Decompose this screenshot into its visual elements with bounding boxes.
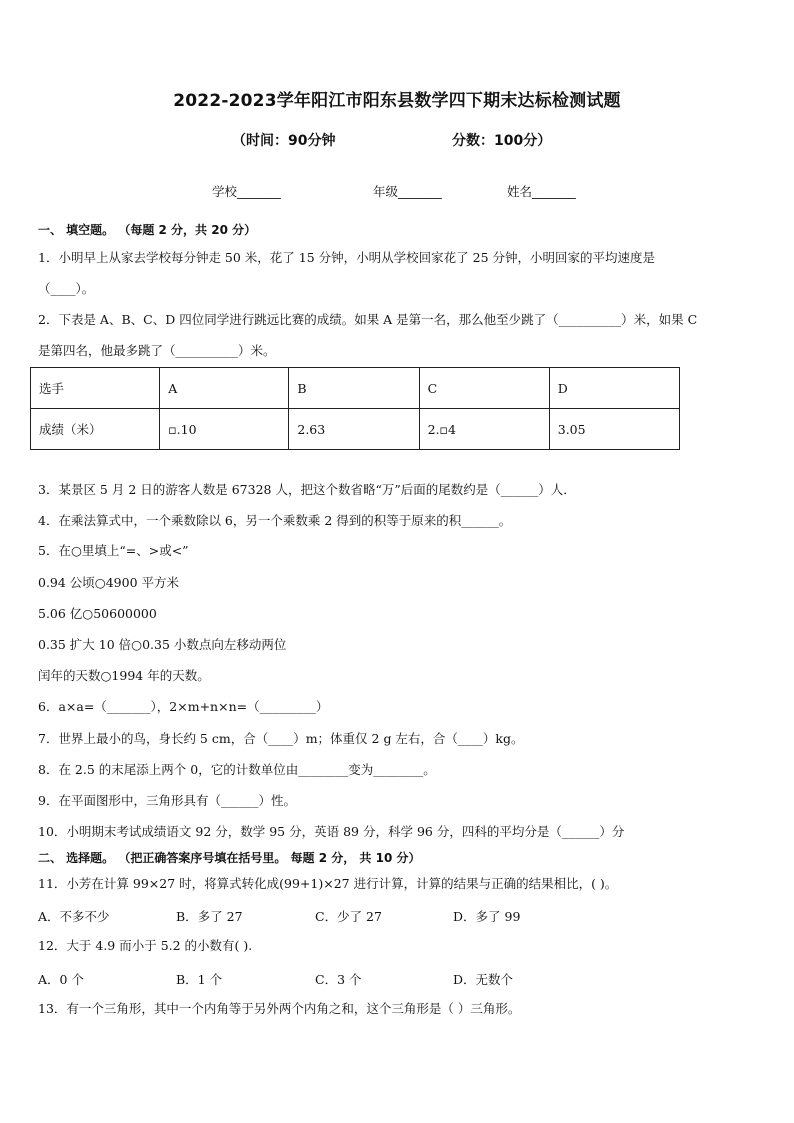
question-2-line-1: 2．下表是 A、B、C、D 四位同学进行跳远比赛的成绩。如果 A 是第一名，那么他至少跳了（__________）米，如果 C: [38, 312, 698, 327]
table-cell: 成绩（米）: [31, 409, 160, 450]
question-6: 6．a×a=（_______），2×m+n×n=（_________）: [38, 699, 329, 714]
table-cell: 2.▫4: [419, 409, 549, 450]
table-cell: A: [160, 368, 289, 409]
table-cell: D: [549, 368, 679, 409]
question-2-line-2: 是第四名，他最多跳了（__________）米。: [38, 343, 276, 358]
question-7: 7．世界上最小的鸟，身长约 5 cm，合（____）m；体重仅 2 g 左右，合（____）kg。: [38, 731, 524, 746]
question-5-item-d: 闰年的天数○1994 年的天数。: [38, 668, 210, 683]
table-cell: ▫.10: [160, 409, 289, 450]
question-12-option-d: D．无数个: [453, 972, 514, 987]
question-3: 3．某景区 5 月 2 日的游客人数是 67328 人，把这个数省略“万”后面的尾数约是（______）人．: [38, 482, 576, 497]
question-5-item-a: 0.94 公顷○4900 平方米: [38, 575, 179, 590]
grade-field: 年级_______: [373, 184, 442, 199]
question-9: 9．在平面图形中，三角形具有（______）性。: [38, 793, 296, 808]
question-11-option-d: D．多了 99: [453, 909, 521, 924]
question-10: 10．小明期末考试成绩语文 92 分，数学 95 分，英语 89 分，科学 96 分，四科的平均分是（______）分: [38, 824, 625, 839]
question-12-option-b: B．1 个: [176, 972, 223, 987]
table-cell: B: [289, 368, 419, 409]
question-11-option-c: C．少了 27: [315, 909, 382, 924]
school-field: 学校_______: [212, 184, 281, 199]
scores-table: [30, 367, 680, 450]
table-cell: 3.05: [549, 409, 679, 450]
page-title: 2022-2023学年阳江市阳东县数学四下期末达标检测试题: [173, 91, 621, 111]
question-13: 13．有一个三角形，其中一个内角等于另外两个内角之和，这个三角形是（ ）三角形。: [38, 1001, 521, 1016]
question-4: 4．在乘法算式中，一个乘数除以 6，另一个乘数乘 2 得到的积等于原来的积______。: [38, 513, 512, 528]
question-5-item-c: 0.35 扩大 10 倍○0.35 小数点向左移动两位: [38, 637, 287, 652]
question-11-stem: 11．小芳在计算 99×27 时，将算式转化成(99+1)×27 进行计算，计算的结果与正确的结果相比，( )。: [38, 876, 618, 891]
question-12-option-a: A．0 个: [38, 972, 84, 987]
table-cell: 选手: [31, 368, 160, 409]
section-heading-choice: 二、 选择题。 （把正确答案序号填在括号里。 每题 2 分， 共 10 分）: [38, 851, 421, 865]
question-12-option-c: C．3 个: [315, 972, 362, 987]
table-cell: 2.63: [289, 409, 419, 450]
table-cell: C: [419, 368, 549, 409]
question-11-option-b: B．多了 27: [176, 909, 243, 924]
score-info: 分数：100分）: [452, 133, 552, 149]
table-row: [31, 409, 680, 450]
question-1-line-1: 1．小明早上从家去学校每分钟走 50 米，花了 15 分钟，小明从学校回家花了 25 分钟，小明回家的平均速度是: [38, 250, 656, 265]
table-header-row: [31, 368, 680, 409]
question-1-line-2: （____）。: [38, 281, 95, 296]
name-field: 姓名_______: [507, 184, 576, 199]
question-5-stem: 5．在○里填上“=、>或<”: [38, 543, 189, 558]
question-11-option-a: A．不多不少: [38, 909, 110, 924]
question-8: 8．在 2.5 的末尾添上两个 0，它的计数单位由________变为________。: [38, 762, 436, 777]
question-12-stem: 12．大于 4.9 而小于 5.2 的小数有( ).: [38, 938, 253, 953]
time-info: （时间：90分钟: [232, 133, 336, 149]
question-5-item-b: 5.06 亿○50600000: [38, 606, 157, 621]
section-heading-fill-blank: 一、 填空题。 （每题 2 分，共 20 分）: [38, 223, 257, 237]
